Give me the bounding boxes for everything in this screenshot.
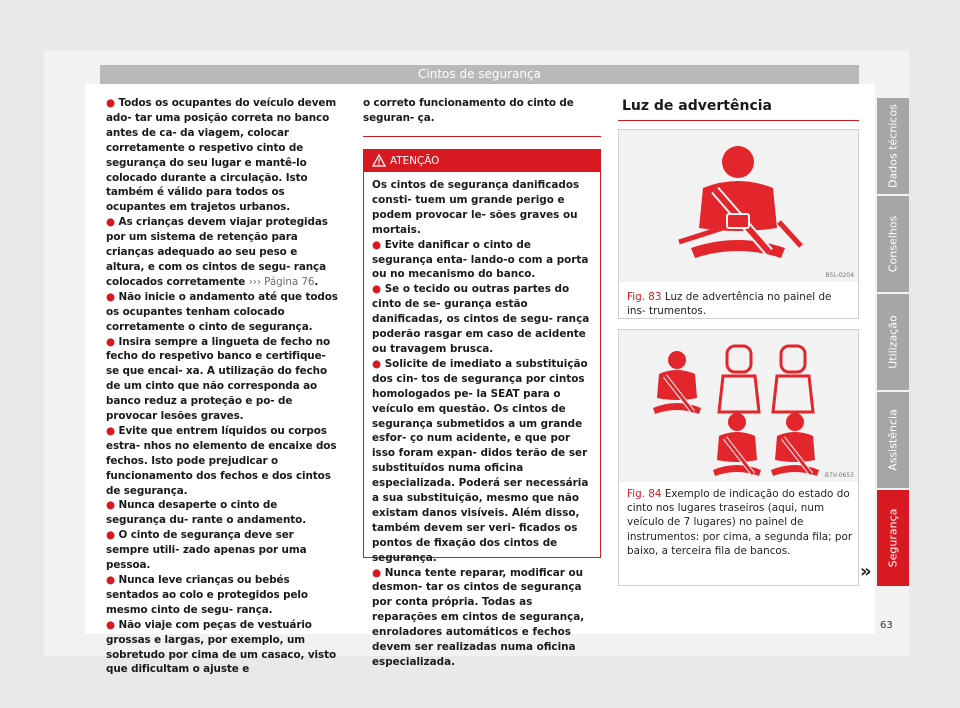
figure-image xyxy=(619,330,858,482)
figure-code: B7V-0653 xyxy=(824,472,854,479)
figure-caption: Fig. 84 Exemplo de indicação do estado do cinto nos lugares traseiros (aqui, num veículo de 7 lugares) no painel de instrumentos: por cima, a segunda fila; por baixo, a terceira fila de bancos. xyxy=(627,488,853,557)
bullet-icon: ● xyxy=(372,357,382,370)
bullet-icon: ● xyxy=(106,499,115,512)
bullet-icon: ● xyxy=(106,216,115,229)
figure-84 xyxy=(618,329,859,586)
page-number: 63 xyxy=(880,620,893,631)
list-item: ● Insira sempre a lingueta de fecho no fecho do respetivo banco e certifique-se que encai- xa. A utilização do fecho de um cinto que não corresponda ao banco reduz a proteção e po- de provocar lesões graves. xyxy=(106,335,331,423)
seat-empty-icon xyxy=(773,346,813,412)
section-title: Luz de advertência xyxy=(622,98,772,114)
page-reference-link[interactable]: ››› Página 76 xyxy=(248,275,315,288)
section-underline xyxy=(618,120,859,121)
list-item: ● Não viaje com peças de vestuário grossas e largas, por exemplo, um sobretudo por cima de um casaco, visto que dificultam o ajuste e xyxy=(106,618,336,676)
list-item: ● Nunca leve crianças ou bebés sentados ao colo e protegidos pelo mesmo cinto de segu- rança. xyxy=(106,574,308,616)
list-item: ● Evite que entrem líquidos ou corpos estra- nhos no elemento de encaixe dos fechos. Isto pode prejudicar o funcionamento dos fechos e dos cintos de segurança. xyxy=(106,424,337,497)
bullet-icon: ● xyxy=(106,335,115,348)
warning-box xyxy=(363,149,601,668)
bullet-icon: ● xyxy=(106,97,115,109)
column-1 xyxy=(106,96,338,677)
list-item: ● Todos os ocupantes do veículo devem ado- tar uma posição correta no banco antes de ca- da viagem, colocar corretamente o respetivo cinto de segurança do seu lugar e mantê-lo colocado durante a circulação. Isto também é válido para todos os ocupantes em trajetos urbanos. xyxy=(106,97,337,214)
warning-title: ATENÇÃO xyxy=(390,155,440,167)
list-item: ● Não inicie o andamento até que todos os ocupantes tenham colocado corretamente o cinto de segurança. xyxy=(106,290,338,333)
list-item: ● Solicite de imediato a substituição dos cin- tos de segurança por cintos homologados pe- la SEAT para o veículo em questão. Os cintos de segurança submetidos a um grande esfor- ço num acidente, e que por isso foram expan- didos terão de ser substituídos numa oficina especializada. Poderá ser necessária a sua substituição, mesmo que não existam danos visíveis. Além disso, também devem ser veri- ficados os pontos de fixação dos cintos de segurança. xyxy=(372,357,589,564)
figure-caption: Fig. 83 Luz de advertência no painel de ins- trumentos. xyxy=(627,291,832,318)
tab-dados-tecnicos[interactable]: Dados técnicos xyxy=(877,98,909,194)
list-item: ● Se o tecido ou outras partes do cinto de se- gurança estão danificadas, os cintos de segu- rança poderão rasgar em caso de acidente ou travagem brusca. xyxy=(372,283,590,355)
bullet-icon: ● xyxy=(106,529,115,542)
list-item: ● O cinto de segurança deve ser sempre utili- zado apenas por uma pessoa. xyxy=(106,529,307,572)
bullet-icon: ● xyxy=(106,424,115,437)
tab-utilizacao[interactable]: Utilização xyxy=(877,294,909,390)
warning-body xyxy=(364,172,600,670)
column-2-continuation: o correto funcionamento do cinto de seguran- ça. xyxy=(363,97,574,124)
rear-seat-belt-status-icon xyxy=(619,330,858,482)
bullet-icon: ● xyxy=(372,238,382,251)
tab-seguranca[interactable]: Segurança xyxy=(877,490,909,586)
bullet-icon: ● xyxy=(106,290,115,303)
list-item: ● As crianças devem viajar protegidas por um sistema de retenção para crianças adequado ao seu peso e altura, e com os cintos de segu- rança colocados corretamente ››› Página 76. xyxy=(106,216,328,288)
figure-code: B5L-0204 xyxy=(825,272,854,279)
list-item: ● Evite danificar o cinto de segurança enta- lando-o com a porta ou no mecanismo do banco. xyxy=(372,238,589,281)
seatbelt-fastened-icon xyxy=(713,413,761,476)
seatbelt-warning-icon xyxy=(619,130,858,282)
figure-83 xyxy=(618,129,859,319)
warning-intro: Os cintos de segurança danificados consti- tuem um grande perigo e podem provocar le- sões graves ou mortais. xyxy=(372,179,580,236)
bullet-icon: ● xyxy=(106,574,115,586)
page-header: Cintos de segurança xyxy=(100,65,859,84)
bullet-icon: ● xyxy=(372,566,382,579)
bullet-icon: ● xyxy=(106,618,115,631)
seatbelt-fastened-icon xyxy=(653,351,701,414)
tab-assistencia[interactable]: Assistência xyxy=(877,392,909,488)
figure-image xyxy=(619,130,858,282)
warning-triangle-icon xyxy=(372,154,386,167)
list-item: ● Nunca desaperte o cinto de segurança du- rante o andamento. xyxy=(106,499,307,527)
seat-empty-icon xyxy=(719,346,759,412)
list-item: ● Nunca tente reparar, modificar ou desmon- tar os cintos de segurança por conta própria. Todas as reparações em cintos de segurança, enroladores automáticos e fechos devem ser realizadas numa oficina especializada. xyxy=(372,566,585,668)
divider xyxy=(363,136,601,137)
warning-header xyxy=(364,150,600,172)
continue-chevron-icon: » xyxy=(860,561,872,582)
tab-conselhos[interactable]: Conselhos xyxy=(877,196,909,292)
bullet-icon: ● xyxy=(372,283,382,296)
seatbelt-fastened-icon xyxy=(771,413,819,476)
